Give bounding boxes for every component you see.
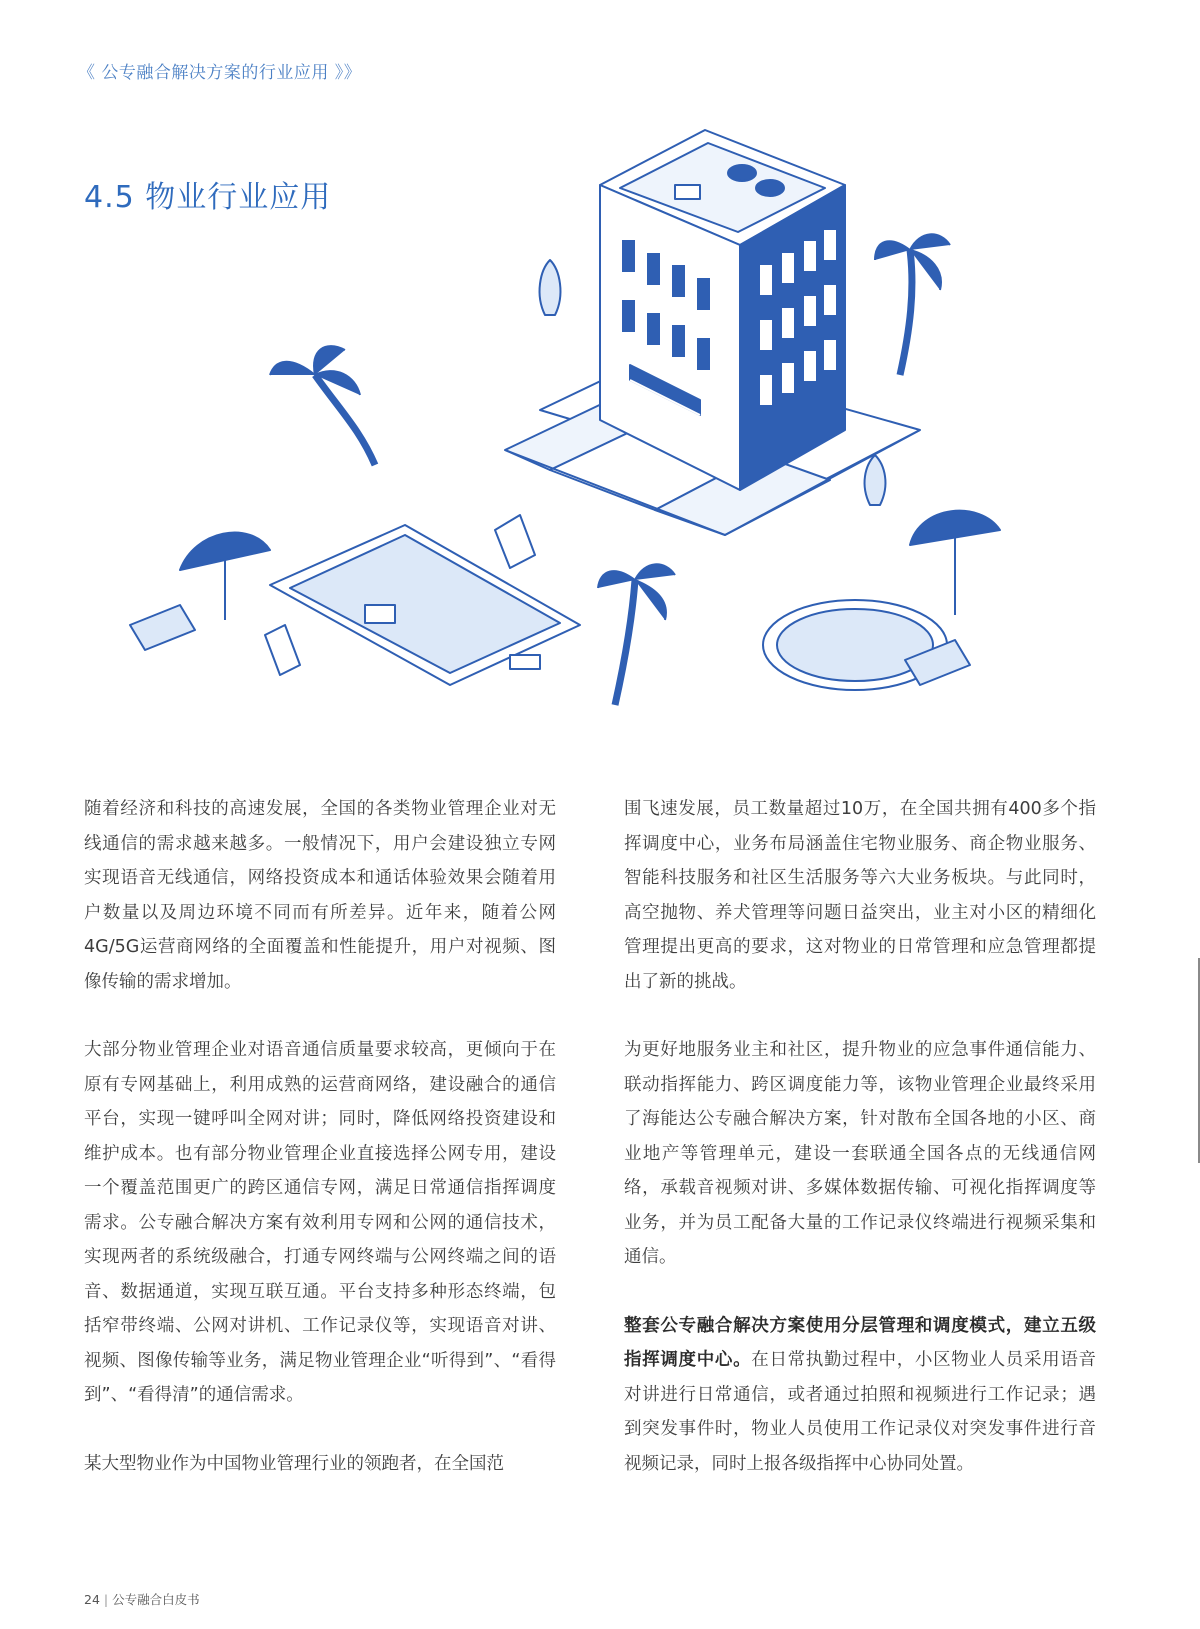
book-title: 公专融合白皮书 [112,1592,200,1607]
footer-separator: | [103,1592,109,1607]
building-icon [600,130,845,490]
paragraph-5: 为更好地服务业主和社区，提升物业的应急事件通信能力、联动指挥能力、跨区调度能力等，该物业管理企业最终采用了海能达公专融合解决方案，针对散布全国各地的小区、商业地产等管理单元，建设一套联通全国各点的无线通信网络，承载音视频对讲、多媒体数据传输、可视化指挥调度等业务，并为员工配备大量的工作记录仪终端进行视频采集和通信。 [624,1040,1096,1267]
right-column [624,792,1096,1515]
paragraph-1: 随着经济和科技的高速发展，全国的各类物业管理企业对无线通信的需求越来越多。一般情况下，用户会建设独立专网实现语音无线通信，网络投资成本和通话体验效果会随着用户数量以及周边环境不同而有所差异。近年来，随着公网4G/5G运营商网络的全面覆盖和性能提升，用户对视频、图像传输的需求增加。 [84,799,556,992]
page-footer [84,1590,200,1608]
paragraph-6 [624,1309,1096,1482]
paragraph-3: 某大型物业作为中国物业管理行业的领跑者，在全国范 [84,1453,504,1474]
running-head: 《 公专融合解决方案的行业应用 》》 [78,63,362,83]
paragraph-2: 大部分物业管理企业对语音通信质量要求较高，更倾向于在原有专网基础上，利用成熟的运营商网络，建设融合的通信平台，实现一键呼叫全网对讲；同时，降低网络投资建设和维护成本。也有部分物业管理企业直接选择公网专用，建设一个覆盖范围更广的跨区通信专网，满足日常通信指挥调度需求。公专融合解决方案有效利用专网和公网的通信技术，实现两者的系统级融合，打通专网终端与公网终端之间的语音、数据通道，实现互联互通。平台支持多种形态终端，包括窄带终端、公网对讲机、工作记录仪等，实现语音对讲、视频、图像传输等业务，满足物业管理企业“听得到”、“看得到”、“看得清”的通信需求。 [84,1040,556,1405]
paragraph-6-text: 在日常执勤过程中，小区物业人员采用语音对讲进行日常通信，或者通过拍照和视频进行工作记录；遇到突发事件时，物业人员使用工作记录仪对突发事件进行音视频记录，同时上报各级指挥中心协同处置。 [624,1350,1097,1474]
left-column [84,792,556,1515]
section-title: 4.5 物业行业应用 [84,180,332,215]
paragraph-4: 围飞速发展，员工数量超过10万，在全国共拥有400多个指挥调度中心，业务布局涵盖住宅物业服务、商企物业服务、智能科技服务和社区生活服务等六大业务板块。与此同时，高空抛物、养犬管理等问题日益突出，业主对小区的精细化管理提出更高的要求，这对物业的日常管理和应急管理都提出了新的挑战。 [624,799,1096,992]
paragraph-6-lead: 整套公专融合解决方案使用分层管理和调度模式，建立五级指挥调度中心。 [624,1315,1096,1370]
page-number: 24 [84,1592,100,1607]
property-illustration [110,110,1110,750]
